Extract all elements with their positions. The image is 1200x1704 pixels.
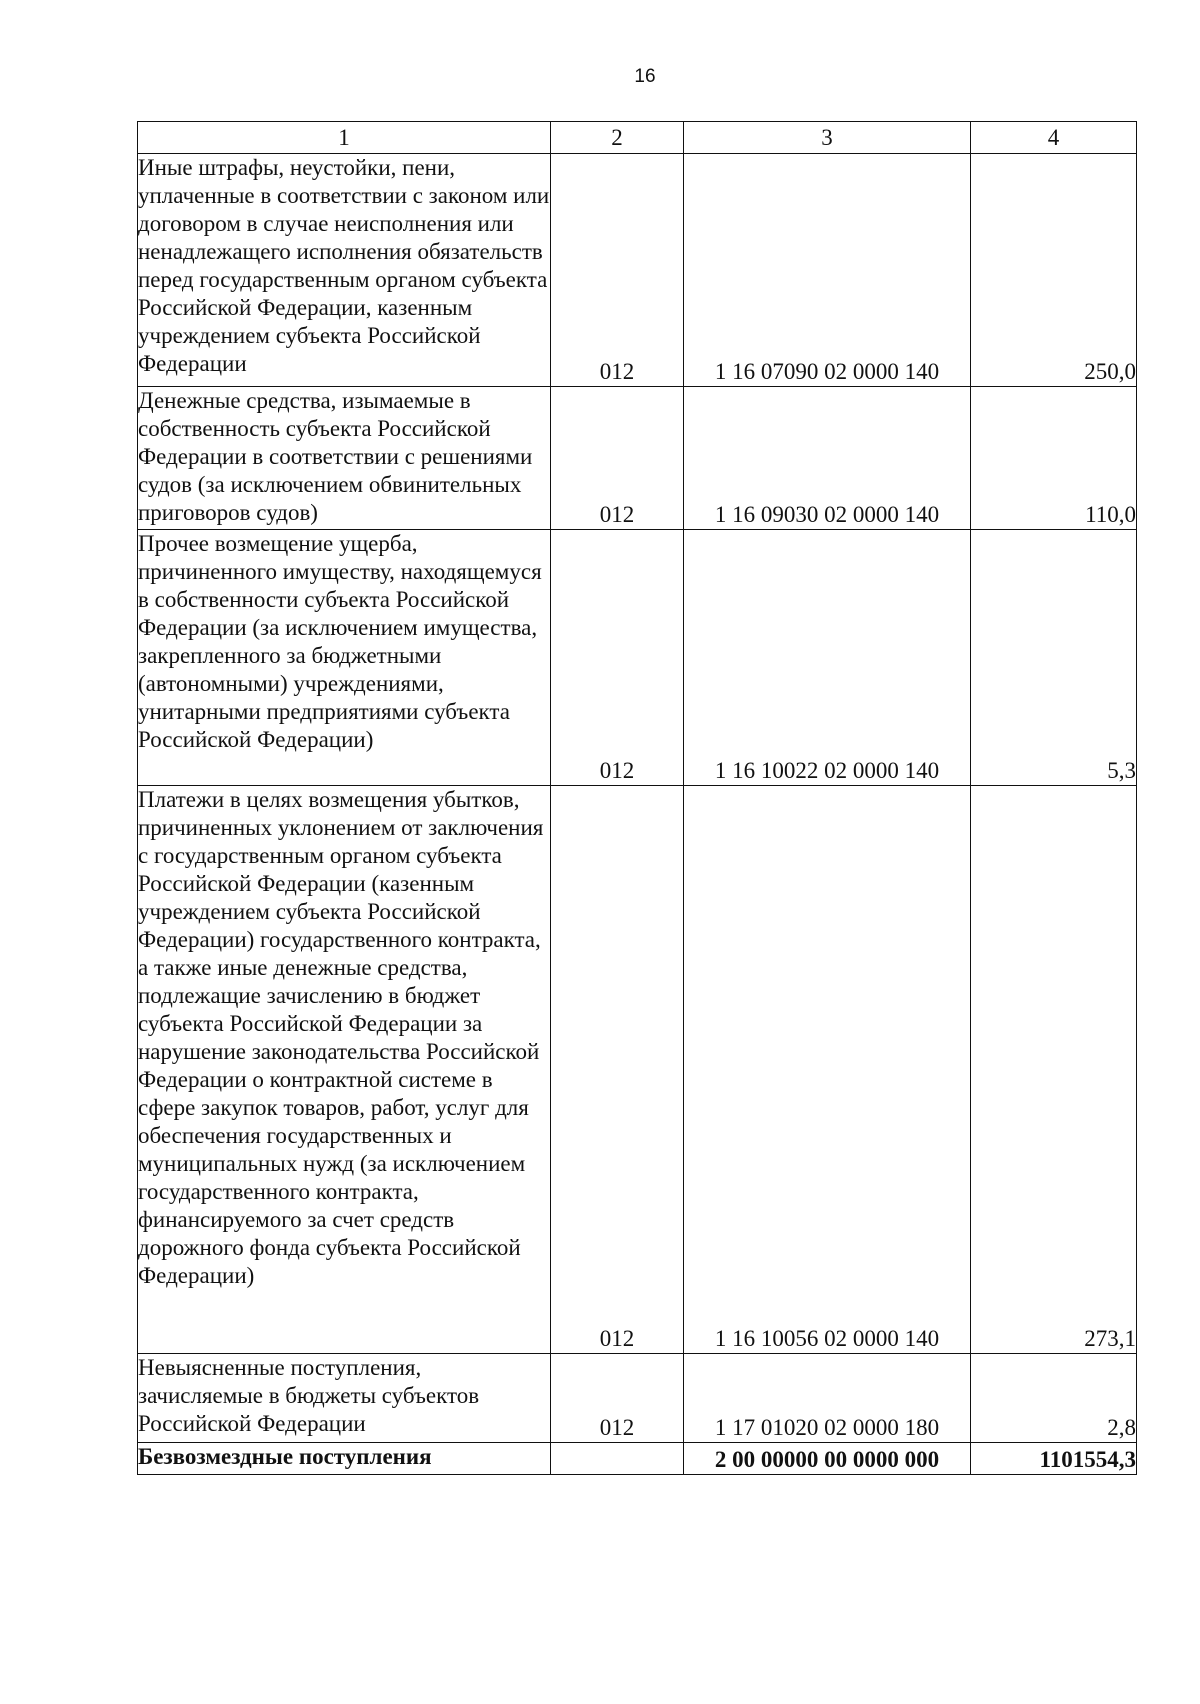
admin-code: 012 — [551, 387, 684, 530]
revenue-name: Платежи в целях возмещения убытков, причиненных уклонением от заключения с государственным органом субъекта Российской Федерации (казенным учреждением субъекта Российской Федерации) государственного контракта, а также иные денежные средства, подлежащие зачислению в бюджет субъекта Российской Федерации за нарушение законодательства Российской Федерации о контрактной системе в сфере закупок товаров, работ, услуг для обеспечения государственных и муниципальных нужд (за исключением государственного контракта, финансируемого за счет средств дорожного фонда субъекта Российской Федерации) — [138, 786, 551, 1354]
total-name: Безвозмездные поступления — [138, 1443, 551, 1475]
revenue-name: Денежные средства, изымаемые в собственность субъекта Российской Федерации в соответствии с решениями судов (за исключением обвинительных приговоров судов) — [138, 387, 551, 530]
column-header-1: 1 — [138, 122, 551, 154]
admin-code: 012 — [551, 154, 684, 387]
header-row — [138, 122, 1137, 154]
admin-code: 012 — [551, 786, 684, 1354]
table-row — [138, 786, 1137, 1354]
table-row — [138, 387, 1137, 530]
amount: 250,0 — [971, 154, 1137, 387]
total-admin-code — [551, 1443, 684, 1475]
column-header-3: 3 — [684, 122, 971, 154]
table-row — [138, 530, 1137, 786]
total-classification-code: 2 00 00000 00 0000 000 — [684, 1443, 971, 1475]
amount: 5,3 — [971, 530, 1137, 786]
revenue-name: Прочее возмещение ущерба, причиненного имуществу, находящемуся в собственности субъекта Российской Федерации (за исключением имущества, закрепленного за бюджетными (автономными) учреждениями, унитарными предприятиями субъекта Российской Федерации) — [138, 530, 551, 786]
total-row — [138, 1443, 1137, 1475]
page-number: 16 — [634, 66, 656, 87]
table-row — [138, 154, 1137, 387]
amount: 273,1 — [971, 786, 1137, 1354]
budget-classification-code: 1 17 01020 02 0000 180 — [684, 1354, 971, 1443]
table-row — [138, 1354, 1137, 1443]
budget-classification-code: 1 16 09030 02 0000 140 — [684, 387, 971, 530]
revenue-name: Иные штрафы, неустойки, пени, уплаченные в соответствии с законом или договором в случае неисполнения или ненадлежащего исполнения обязательств перед государственным органом субъекта Российской Федерации, казенным учреждением субъекта Российской Федерации — [138, 154, 551, 387]
revenue-table — [137, 121, 1137, 1475]
revenue-name: Невыясненные поступления, зачисляемые в бюджеты субъектов Российской Федерации — [138, 1354, 551, 1443]
budget-classification-code: 1 16 10022 02 0000 140 — [684, 530, 971, 786]
amount: 110,0 — [971, 387, 1137, 530]
amount: 2,8 — [971, 1354, 1137, 1443]
admin-code: 012 — [551, 1354, 684, 1443]
budget-classification-code: 1 16 07090 02 0000 140 — [684, 154, 971, 387]
column-header-2: 2 — [551, 122, 684, 154]
admin-code: 012 — [551, 530, 684, 786]
total-amount: 1101554,3 — [971, 1443, 1137, 1475]
budget-classification-code: 1 16 10056 02 0000 140 — [684, 786, 971, 1354]
column-header-4: 4 — [971, 122, 1137, 154]
